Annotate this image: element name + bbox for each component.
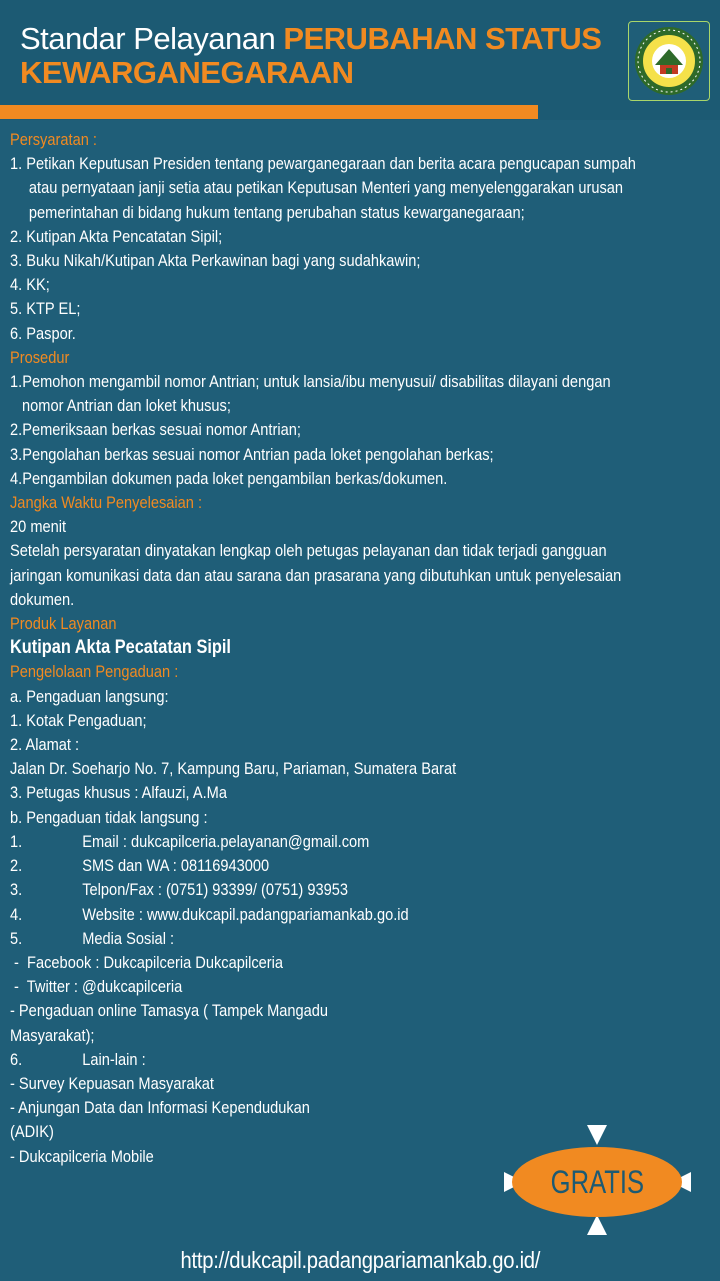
pengaduan-heading: Pengelolaan Pengaduan : bbox=[10, 662, 179, 682]
pengaduan-contact-row bbox=[10, 878, 707, 902]
contact-num: 5. bbox=[10, 928, 23, 948]
jangka-waktu-duration: 20 menit bbox=[10, 517, 67, 537]
arrow-up-icon bbox=[587, 1215, 607, 1235]
produk-heading: Produk Layanan bbox=[10, 614, 117, 634]
persyaratan-item-1: 1. Petikan Keputusan Presiden tentang pewarganegaraan dan berita acara pengucapan sumpah bbox=[10, 154, 636, 174]
pengaduan-tidak-langsung: b. Pengaduan tidak langsung : bbox=[10, 807, 208, 827]
jangka-waktu-note-3: dokumen. bbox=[10, 589, 75, 609]
contact-num: 4. bbox=[10, 904, 23, 924]
contact-num: 6. bbox=[10, 1049, 23, 1069]
title-line-2: KEWARGANEGARAAN bbox=[20, 55, 354, 90]
header-accent-bar bbox=[0, 105, 538, 119]
pengaduan-langsung: a. Pengaduan langsung: bbox=[10, 686, 169, 706]
persyaratan-item-6: 6. Paspor. bbox=[10, 323, 76, 343]
footer-url bbox=[0, 1247, 720, 1274]
pengaduan-address: Jalan Dr. Soeharjo No. 7, Kampung Baru, Pariaman, Sumatera Barat bbox=[10, 759, 457, 779]
header bbox=[0, 0, 720, 120]
title-emphasis: PERUBAHAN STATUS bbox=[283, 21, 602, 56]
gratis-label: GRATIS bbox=[550, 1163, 644, 1200]
contact-website: Website : www.dukcapil.padangpariamankab.go.id bbox=[82, 904, 409, 924]
footer-url-text: http://dukcapil.padangpariamankab.go.id/ bbox=[180, 1247, 540, 1273]
prosedur-item-1: 1.Pemohon mengambil nomor Antrian; untuk lansia/ibu menyusui/ disabilitas dilayani dengan bbox=[10, 372, 611, 392]
prosedur-item-1-cont: nomor Antrian dan loket khusus; bbox=[22, 396, 231, 416]
contact-email: Email : dukcapilceria.pelayanan@gmail.com bbox=[82, 831, 370, 851]
other-mobile: - Dukcapilceria Mobile bbox=[10, 1146, 154, 1166]
prosedur-item-3: 3.Pengolahan berkas sesuai nomor Antrian pada loket pengolahan berkas; bbox=[10, 444, 494, 464]
social-twitter: - Twitter : @dukcapilceria bbox=[10, 977, 183, 997]
contact-other: Lain-lain : bbox=[82, 1049, 146, 1069]
contact-sms: SMS dan WA : 08116943000 bbox=[82, 856, 270, 876]
jangka-waktu-note-2: jaringan komunikasi data dan atau sarana dan prasarana yang dibutuhkan untuk penyelesaian bbox=[10, 565, 622, 585]
service-standard-content bbox=[10, 128, 707, 1169]
persyaratan-item-2: 2. Kutipan Akta Pencatatan Sipil; bbox=[10, 226, 223, 246]
pengaduan-langsung-2: 2. Alamat : bbox=[10, 735, 80, 755]
prosedur-item-4: 4.Pengambilan dokumen pada loket pengambilan berkas/dokumen. bbox=[10, 468, 448, 488]
arrow-down-icon bbox=[587, 1125, 607, 1145]
pengaduan-contact-row bbox=[10, 854, 707, 878]
contact-phone: Telpon/Fax : (0751) 93399/ (0751) 93953 bbox=[82, 880, 349, 900]
title-prefix: Standar Pelayanan bbox=[20, 21, 284, 56]
contact-num: 1. bbox=[10, 831, 23, 851]
persyaratan-item-1-cont-2: pemerintahan di bidang hukum tentang perubahan status kewarganegaraan; bbox=[28, 202, 525, 222]
pengaduan-contact-row bbox=[10, 903, 707, 927]
persyaratan-heading: Persyaratan : bbox=[10, 130, 97, 149]
gratis-badge bbox=[510, 1125, 685, 1235]
persyaratan-item-3: 3. Buku Nikah/Kutipan Akta Perkawinan bagi yang sudahkawin; bbox=[10, 251, 421, 271]
prosedur-item-2: 2.Pemeriksaan berkas sesuai nomor Antrian; bbox=[10, 420, 301, 440]
logo-emblem-icon bbox=[633, 25, 705, 97]
pengaduan-contact-row bbox=[10, 1048, 707, 1072]
pengaduan-langsung-1: 1. Kotak Pengaduan; bbox=[10, 710, 147, 730]
dukcapil-logo-icon bbox=[628, 21, 710, 101]
pengaduan-online-cont: Masyarakat); bbox=[10, 1025, 95, 1045]
jangka-waktu-heading: Jangka Waktu Penyelesaian : bbox=[10, 493, 203, 513]
gratis-oval bbox=[512, 1147, 682, 1217]
persyaratan-item-5: 5. KTP EL; bbox=[10, 299, 81, 319]
produk-value: Kutipan Akta Pecatatan Sipil bbox=[10, 637, 231, 659]
other-survey: - Survey Kepuasan Masyarakat bbox=[10, 1073, 214, 1093]
contact-num: 3. bbox=[10, 880, 23, 900]
social-facebook: - Facebook : Dukcapilceria Dukcapilceria bbox=[10, 952, 284, 972]
contact-num: 2. bbox=[10, 856, 23, 876]
other-adik-cont: (ADIK) bbox=[10, 1122, 54, 1142]
page-title bbox=[20, 22, 601, 90]
other-adik: - Anjungan Data dan Informasi Kependudukan bbox=[10, 1098, 310, 1118]
pengaduan-contact-row bbox=[10, 830, 707, 854]
pengaduan-langsung-3: 3. Petugas khusus : Alfauzi, A.Ma bbox=[10, 783, 227, 803]
pengaduan-online: - Pengaduan online Tamasya ( Tampek Mangadu bbox=[10, 1001, 329, 1021]
persyaratan-item-4: 4. KK; bbox=[10, 275, 50, 295]
contact-social: Media Sosial : bbox=[82, 928, 175, 948]
prosedur-heading: Prosedur bbox=[10, 347, 70, 367]
jangka-waktu-note-1: Setelah persyaratan dinyatakan lengkap oleh petugas pelayanan dan tidak terjadi gangguan bbox=[10, 541, 607, 561]
pengaduan-contact-row bbox=[10, 927, 707, 951]
persyaratan-item-1-cont: atau pernyataan janji setia atau petikan Keputusan Menteri yang menyelenggarakan urusan bbox=[28, 178, 624, 198]
